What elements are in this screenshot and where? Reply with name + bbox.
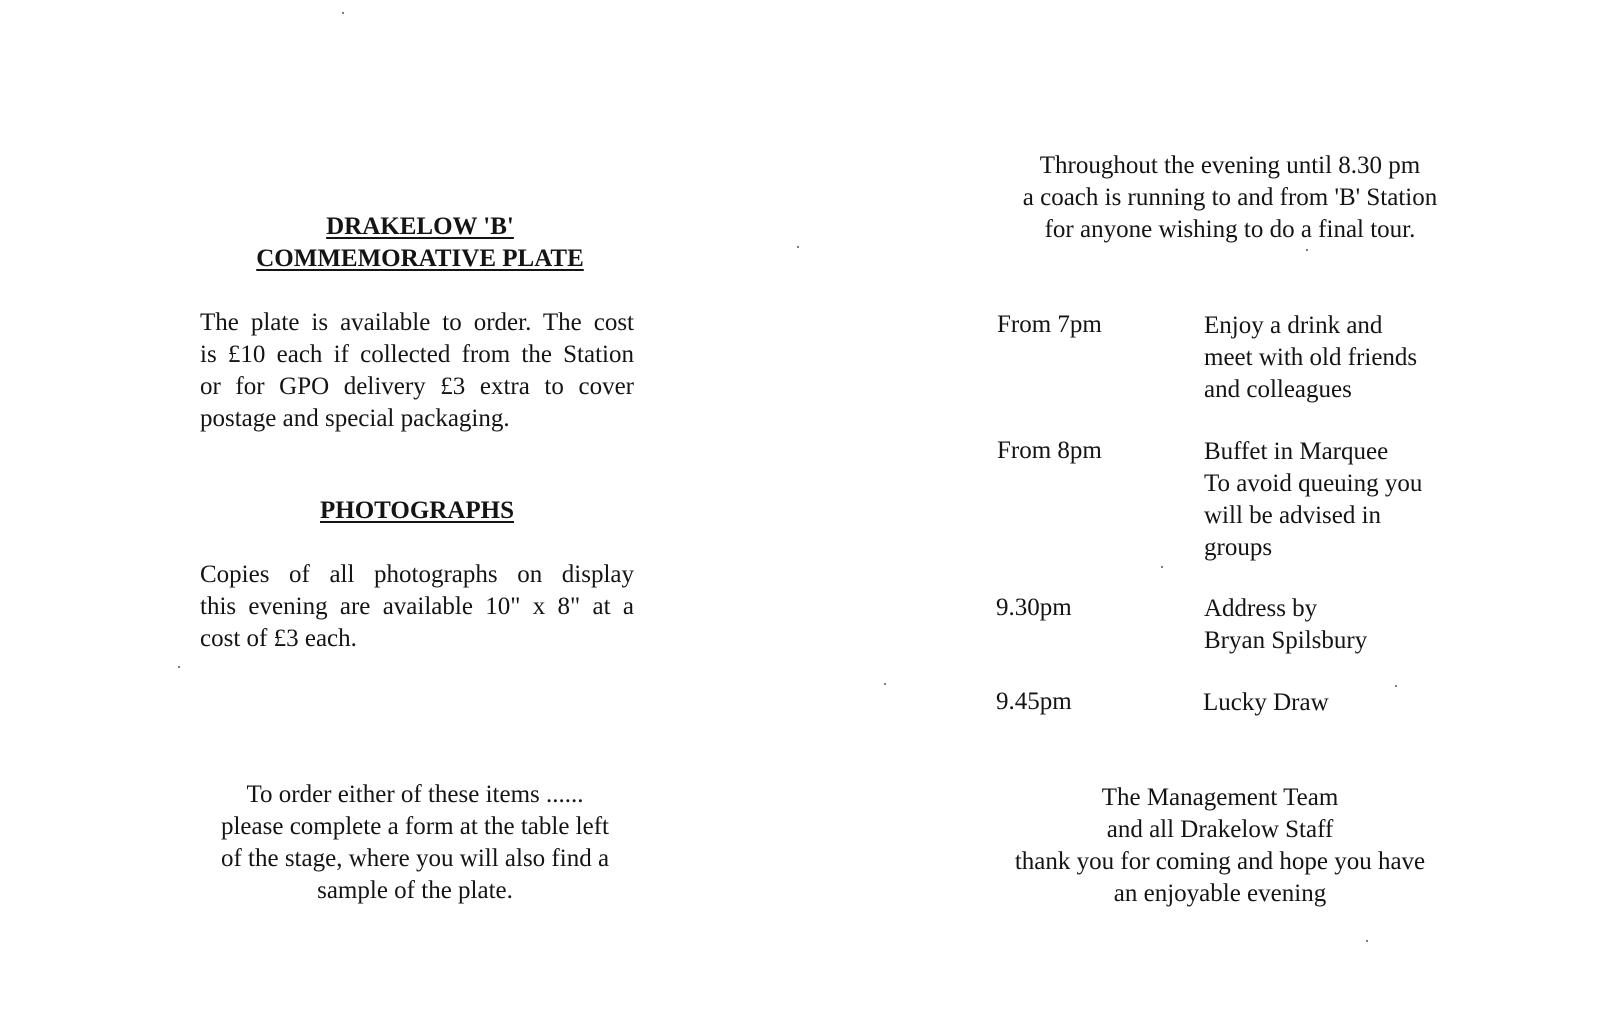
plate-description-line-1: The plate is available to order. The cost bbox=[200, 309, 634, 336]
order-line-3: of the stage, where you will also find a bbox=[220, 845, 610, 872]
scan-speck bbox=[1161, 566, 1163, 568]
schedule-description bbox=[1203, 687, 1473, 719]
scan-speck bbox=[342, 12, 344, 14]
order-line-2: please complete a form at the table left bbox=[220, 813, 609, 840]
order-instructions bbox=[180, 779, 650, 907]
plate-heading-line-2: COMMEMORATIVE PLATE bbox=[256, 245, 584, 272]
schedule-description-line: groups bbox=[1204, 534, 1273, 561]
plate-heading-line-1: DRAKELOW 'B' bbox=[326, 213, 514, 240]
thanks-line-2: and all Drakelow Staff bbox=[1106, 816, 1334, 843]
schedule-description-line: Enjoy a drink and bbox=[1204, 312, 1383, 339]
schedule-time: 9.45pm bbox=[996, 688, 1072, 715]
schedule-description bbox=[1204, 436, 1474, 564]
scan-speck bbox=[1395, 685, 1397, 687]
schedule-time: From 7pm bbox=[997, 311, 1102, 338]
order-line-1: To order either of these items ...... bbox=[246, 781, 584, 808]
photographs-heading bbox=[200, 495, 634, 527]
coach-line-1: Throughout the evening until 8.30 pm bbox=[1039, 152, 1421, 179]
thanks-line-3: thank you for coming and hope you have bbox=[1014, 848, 1426, 875]
plate-description-line-4: postage and special packaging. bbox=[200, 405, 510, 432]
schedule-description-line: will be advised in bbox=[1204, 502, 1382, 529]
schedule-description-line: Bryan Spilsbury bbox=[1204, 627, 1368, 654]
schedule-description bbox=[1204, 593, 1474, 657]
coach-notice bbox=[990, 150, 1470, 246]
plate-description-line-3: or for GPO delivery £3 extra to cover bbox=[200, 373, 634, 400]
scan-speck bbox=[1366, 940, 1368, 942]
scan-speck bbox=[1306, 249, 1308, 251]
photographs-description-line-3: cost of £3 each. bbox=[200, 625, 357, 652]
plate-heading bbox=[200, 211, 640, 275]
photographs-description-line-1: Copies of all photographs on display bbox=[200, 561, 634, 588]
thanks-line-4: an enjoyable evening bbox=[1113, 880, 1327, 907]
photographs-description-line-2: this evening are available 10" x 8" at a bbox=[200, 593, 634, 620]
order-line-4: sample of the plate. bbox=[317, 877, 513, 904]
plate-description-line-2: is £10 each if collected from the Station bbox=[200, 341, 634, 368]
schedule-description-line: Buffet in Marquee bbox=[1204, 438, 1389, 465]
schedule-description-line: Lucky Draw bbox=[1203, 689, 1329, 716]
thanks-line-1: The Management Team bbox=[1101, 784, 1339, 811]
scan-speck bbox=[884, 683, 886, 685]
photographs-description bbox=[200, 559, 634, 655]
coach-line-2: a coach is running to and from 'B' Station bbox=[1022, 184, 1438, 211]
scan-speck bbox=[797, 246, 799, 248]
schedule-description-line: and colleagues bbox=[1204, 376, 1352, 403]
schedule-description-line: meet with old friends bbox=[1204, 344, 1418, 371]
schedule-description-line: To avoid queuing you bbox=[1204, 470, 1423, 497]
scan-speck bbox=[178, 666, 180, 668]
photographs-heading-text: PHOTOGRAPHS bbox=[319, 497, 514, 524]
thanks-message bbox=[990, 782, 1450, 910]
schedule-time: 9.30pm bbox=[996, 594, 1072, 621]
plate-description bbox=[200, 307, 634, 435]
coach-line-3: for anyone wishing to do a final tour. bbox=[1044, 216, 1416, 243]
schedule-description bbox=[1204, 310, 1474, 406]
schedule-description-line: Address by bbox=[1204, 595, 1318, 622]
schedule-time: From 8pm bbox=[997, 437, 1102, 464]
